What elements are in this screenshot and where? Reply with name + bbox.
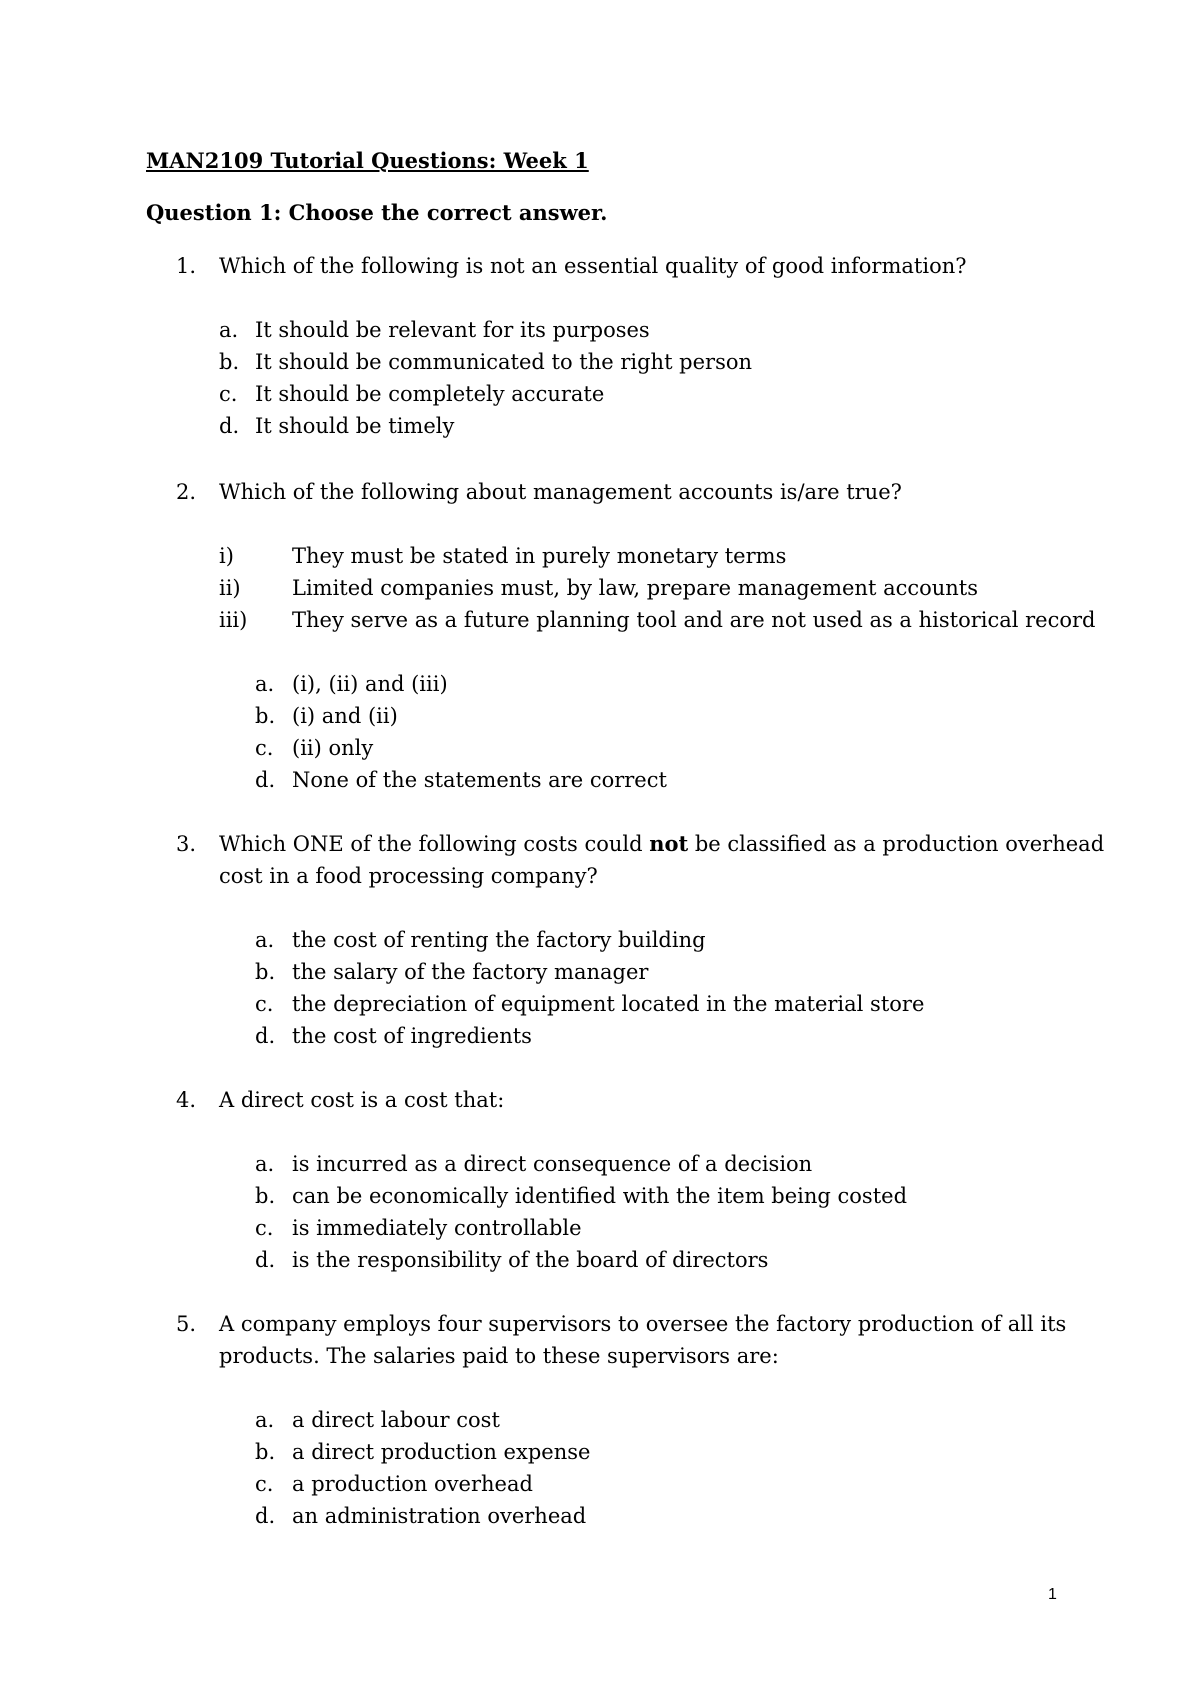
question-number: 1.: [175, 254, 196, 278]
question-text: A direct cost is a cost that:: [219, 1088, 505, 1112]
option-letter: d.: [255, 1504, 276, 1528]
option-text: (ii) only: [292, 736, 374, 760]
option-letter: a.: [255, 1408, 275, 1432]
option-text: a direct labour cost: [292, 1408, 500, 1432]
option-letter: b.: [255, 704, 276, 728]
statement-text: Limited companies must, by law, prepare management accounts: [292, 576, 979, 600]
question-text: Which of the following about management accounts is/are true?: [219, 480, 902, 504]
option-text: a direct production expense: [292, 1440, 591, 1464]
option-letter: b.: [255, 1440, 276, 1464]
option-text: is incurred as a direct consequence of a decision: [292, 1152, 813, 1176]
question-number: 5.: [175, 1312, 196, 1336]
question-number: 2.: [175, 480, 196, 504]
question-number: 3.: [175, 832, 196, 856]
option-letter: d.: [255, 768, 276, 792]
option-text: It should be relevant for its purposes: [255, 318, 650, 342]
option-text: is the responsibility of the board of directors: [292, 1248, 769, 1272]
question-text-line1: Which ONE of the following costs could not be classified as a production overhead: [219, 831, 1105, 856]
option-text: It should be completely accurate: [255, 382, 605, 406]
option-text: (i) and (ii): [292, 704, 398, 728]
option-text: can be economically identified with the item being costed: [292, 1184, 908, 1208]
option-letter: c.: [255, 736, 274, 760]
page-title: MAN2109 Tutorial Questions: Week 1: [146, 148, 589, 173]
option-text: a production overhead: [292, 1472, 533, 1496]
option-text: (i), (ii) and (iii): [292, 672, 448, 696]
option-text: It should be communicated to the right person: [255, 350, 753, 374]
question-text: Which of the following is not an essential quality of good information?: [219, 254, 967, 278]
option-text: is immediately controllable: [292, 1216, 582, 1240]
option-text: the salary of the factory manager: [292, 960, 649, 984]
statement-label: iii): [219, 608, 248, 632]
statement-label: ii): [219, 576, 241, 600]
option-letter: b.: [255, 1184, 276, 1208]
question-text-line1: A company employs four supervisors to oversee the factory production of all its: [219, 1312, 1067, 1336]
option-text: the cost of ingredients: [292, 1024, 532, 1048]
statement-label: i): [219, 544, 234, 568]
option-letter: c.: [219, 382, 238, 406]
emphasis-not: not: [649, 831, 689, 856]
question-text-line2: products. The salaries paid to these supervisors are:: [219, 1344, 779, 1368]
section-heading: Question 1: Choose the correct answer.: [146, 200, 608, 225]
option-letter: c.: [255, 1472, 274, 1496]
option-letter: b.: [255, 960, 276, 984]
option-text: the depreciation of equipment located in the material store: [292, 992, 925, 1016]
option-letter: c.: [255, 992, 274, 1016]
option-letter: a.: [255, 1152, 275, 1176]
option-text: the cost of renting the factory building: [292, 928, 706, 952]
option-letter: c.: [255, 1216, 274, 1240]
question-text-line2: cost in a food processing company?: [219, 864, 598, 888]
statement-text: They must be stated in purely monetary terms: [292, 544, 787, 568]
option-text: None of the statements are correct: [292, 768, 667, 792]
statement-text: They serve as a future planning tool and are not used as a historical record: [292, 608, 1096, 632]
option-text: an administration overhead: [292, 1504, 587, 1528]
question-number: 4.: [175, 1088, 196, 1112]
page-number: 1: [1048, 1586, 1057, 1603]
option-letter: d.: [219, 414, 240, 438]
option-text: It should be timely: [255, 414, 455, 438]
option-letter: a.: [255, 928, 275, 952]
option-letter: d.: [255, 1248, 276, 1272]
option-letter: a.: [219, 318, 239, 342]
option-letter: d.: [255, 1024, 276, 1048]
option-letter: a.: [255, 672, 275, 696]
option-letter: b.: [219, 350, 240, 374]
